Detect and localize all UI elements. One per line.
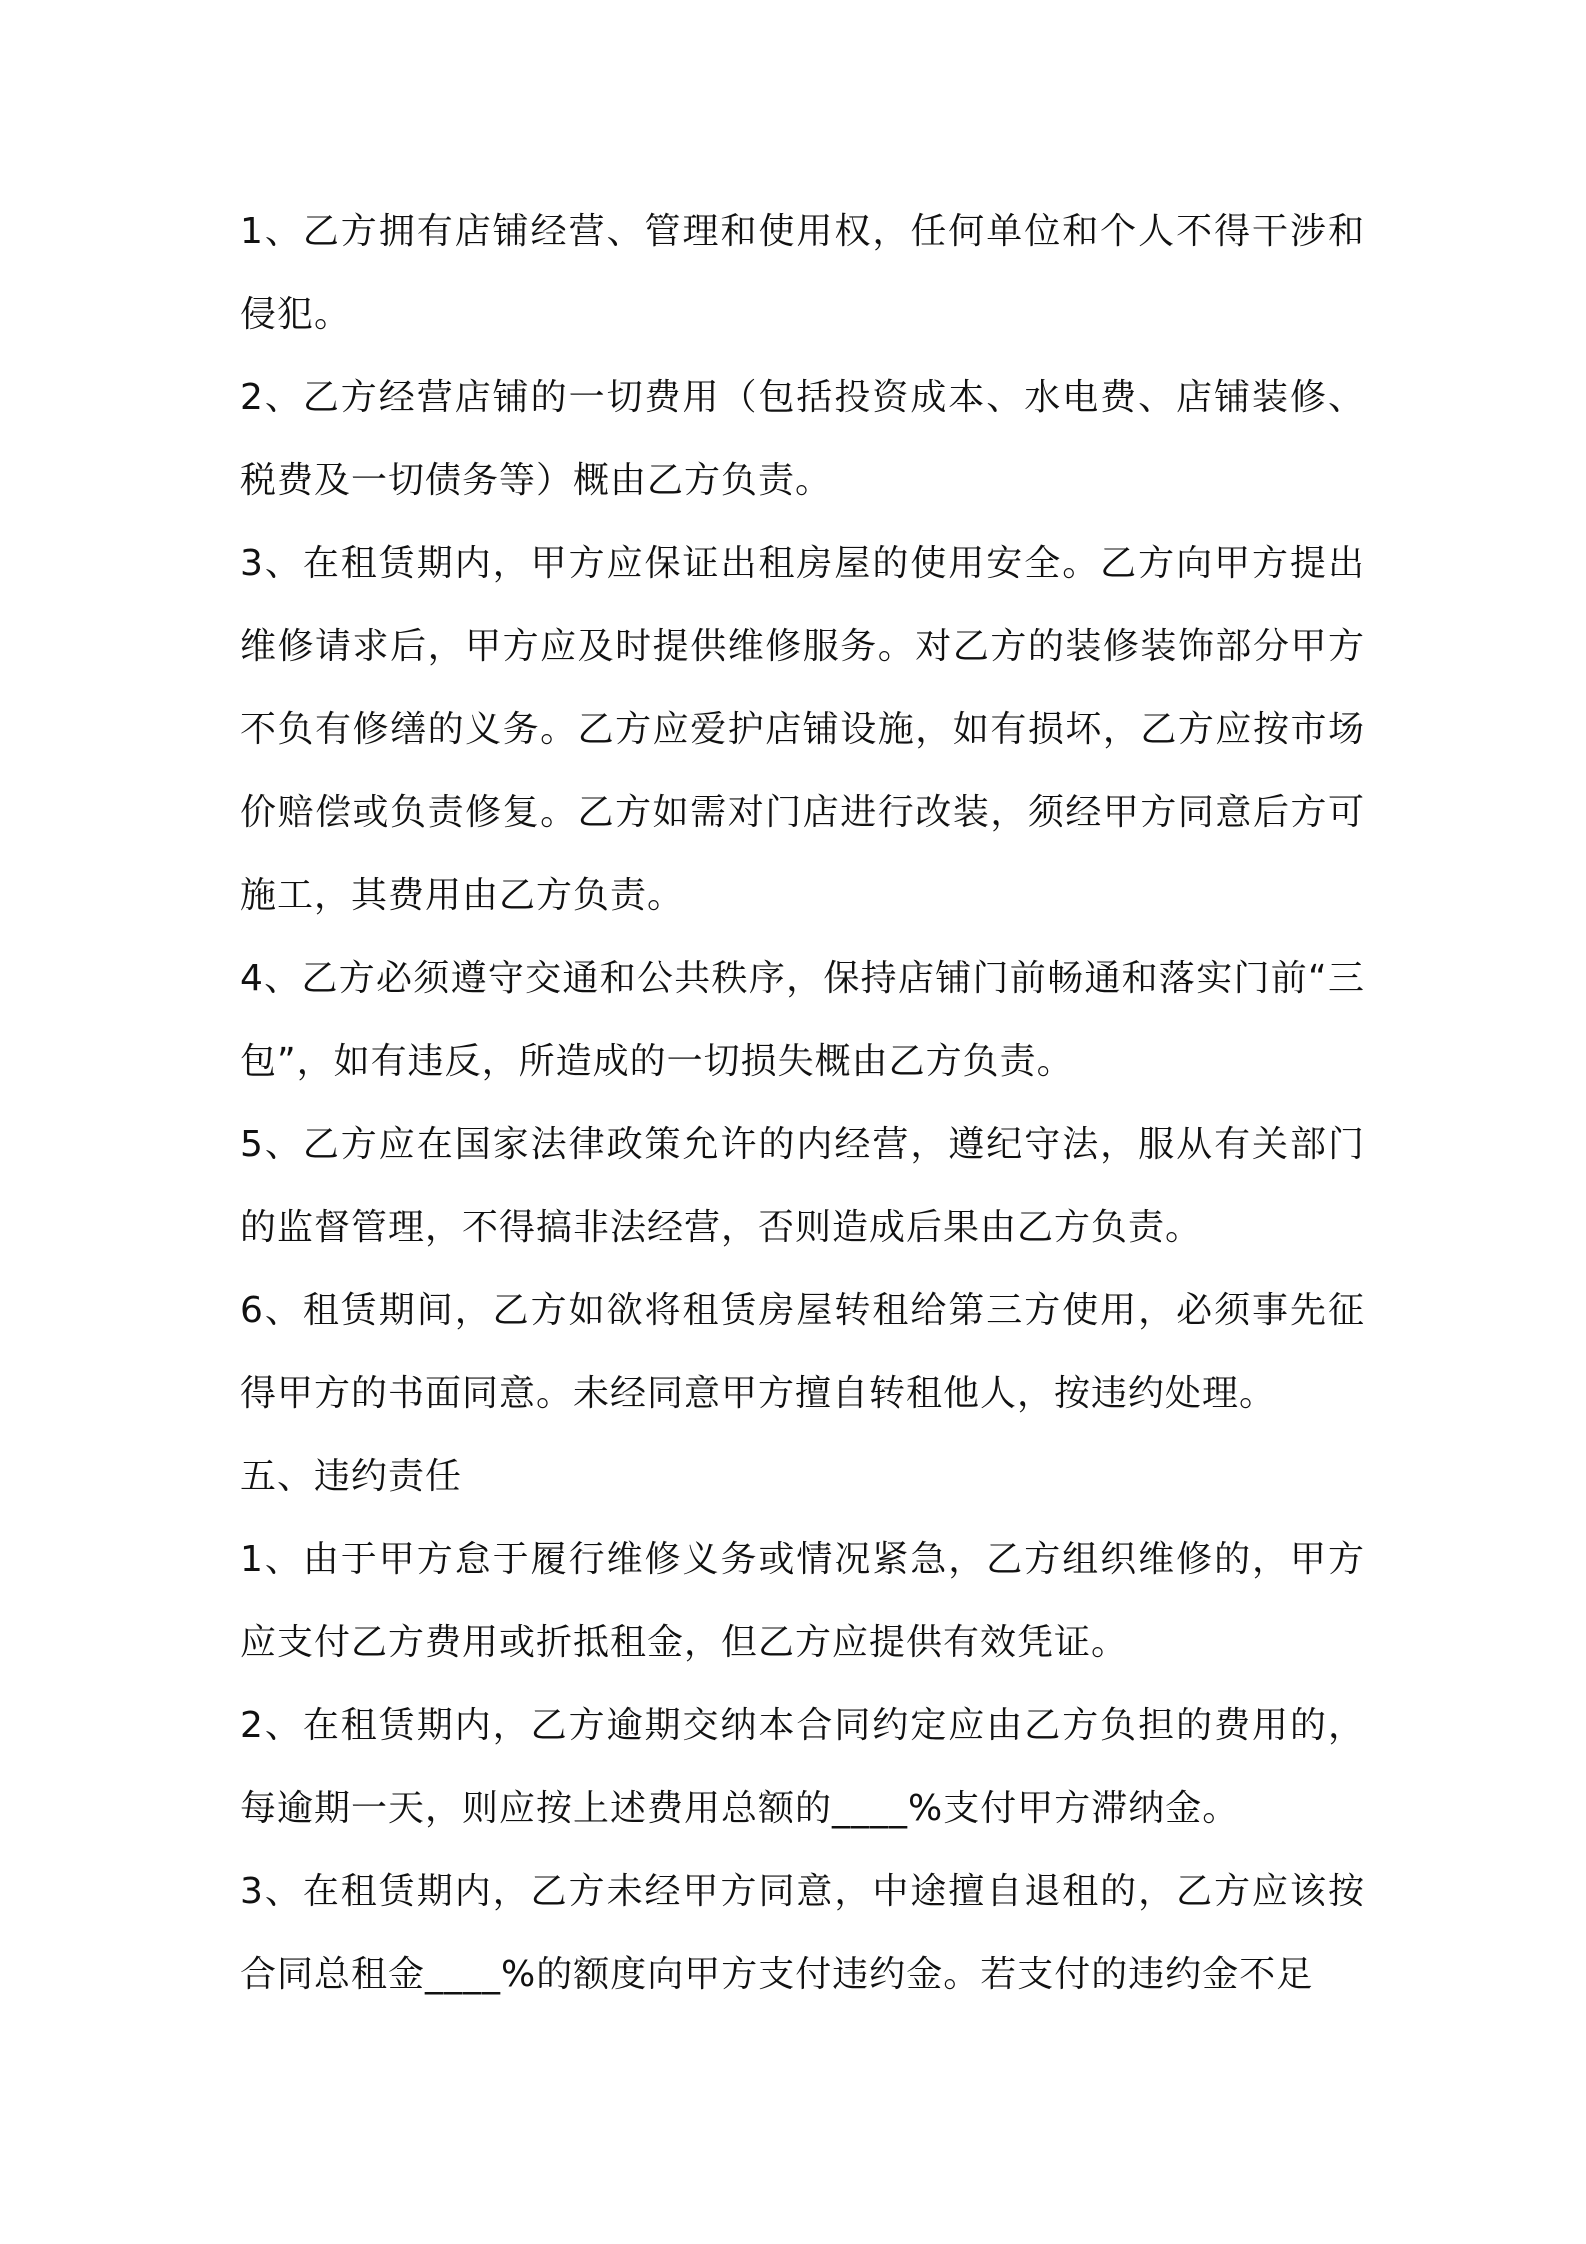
clause-3: 3、在租赁期内，甲方应保证出租房屋的使用安全。乙方向甲方提出维修请求后，甲方应及时提供维修服务。对乙方的装修装饰部分甲方不负有修缮的义务。乙方应爱护店铺设施，如有损坏，乙方应按市场价赔偿或负责修复。乙方如需对门店进行改装，须经甲方同意后方可施工，其费用由乙方负责。	[240, 543, 1365, 916]
clause-2: 2、乙方经营店铺的一切费用（包括投资成本、水电费、店铺装修、税费及一切债务等）概由乙方负责。	[240, 377, 1365, 501]
clause-4: 4、乙方必须遵守交通和公共秩序，保持店铺门前畅通和落实门前“三包”，如有违反，所造成的一切损失概由乙方负责。	[240, 958, 1365, 1082]
breach-clause-3: 3、在租赁期内，乙方未经甲方同意，中途擅自退租的，乙方应该按合同总租金____%的额度向甲方支付违约金。若支付的违约金不足	[240, 1871, 1365, 1995]
clause-6: 6、租赁期间，乙方如欲将租赁房屋转租给第三方使用，必须事先征得甲方的书面同意。未经同意甲方擅自转租他人，按违约处理。	[240, 1290, 1365, 1414]
section-heading: 五、违约责任	[240, 1456, 463, 1497]
breach-clause-1: 1、由于甲方怠于履行维修义务或情况紧急，乙方组织维修的，甲方应支付乙方费用或折抵租金，但乙方应提供有效凭证。	[240, 1539, 1365, 1663]
breach-clause-2: 2、在租赁期内，乙方逾期交纳本合同约定应由乙方负担的费用的，每逾期一天，则应按上述费用总额的____%支付甲方滞纳金。	[240, 1705, 1365, 1829]
document-body	[240, 190, 1365, 2016]
clause-1: 1、乙方拥有店铺经营、管理和使用权，任何单位和个人不得干涉和侵犯。	[240, 211, 1365, 335]
clause-5: 5、乙方应在国家法律政策允许的内经营，遵纪守法，服从有关部门的监督管理，不得搞非法经营，否则造成后果由乙方负责。	[240, 1124, 1365, 1248]
